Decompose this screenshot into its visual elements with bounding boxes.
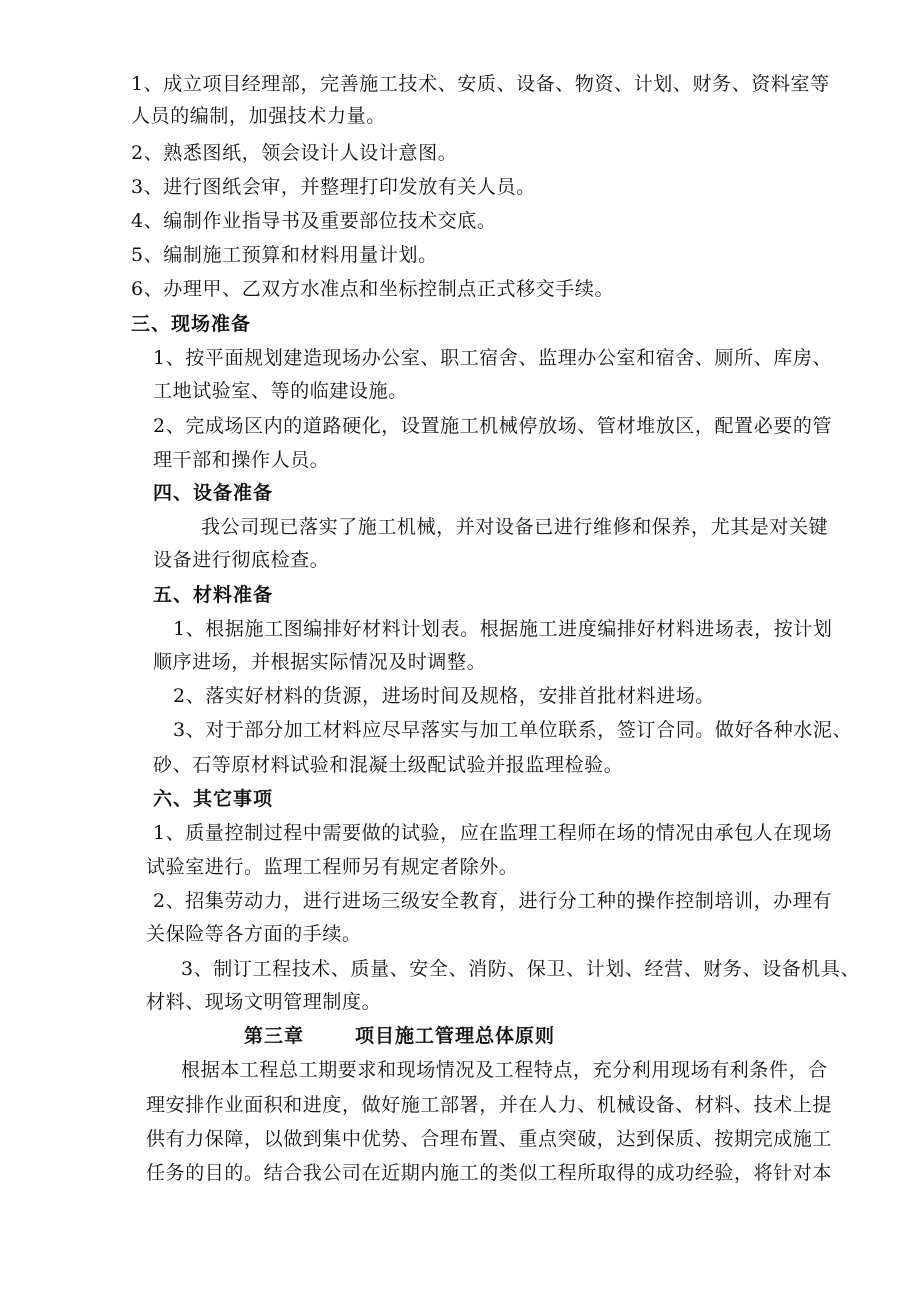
prep-item-4: 4、编制作业指导书及重要部位技术交底。	[131, 210, 497, 232]
section-3-item-1-line-1: 1、按平面规划建造现场办公室、职工宿舍、监理办公室和宿舍、厕所、库房、	[153, 347, 833, 369]
prep-item-1-line-2: 人员的编制，加强技术力量。	[131, 105, 386, 127]
section-3-item-2-line-2: 理干部和操作人员。	[153, 449, 330, 471]
section-3-heading: 三、现场准备	[131, 313, 252, 335]
section-5-item-1-line-2: 顺序进场，并根据实际情况及时调整。	[153, 651, 487, 673]
chapter-paragraph-line-2: 理安排作业面积和进度，做好施工部署，并在人力、机械设备、材料、技术上提	[146, 1094, 833, 1116]
prep-item-2: 2、熟悉图纸，领会设计人设计意图。	[131, 142, 458, 164]
chapter-paragraph-line-1: 根据本工程总工期要求和现场情况及工程特点，充分利用现场有利条件，合	[181, 1059, 828, 1081]
section-4-heading: 四、设备准备	[153, 482, 274, 504]
section-6-item-3-line-2: 材料、现场文明管理制度。	[146, 991, 382, 1013]
section-3-item-1-line-2: 工地试验室、等的临建设施。	[153, 380, 408, 402]
section-3-item-2-line-1: 2、完成场区内的道路硬化，设置施工机械停放场、管材堆放区，配置必要的管	[153, 415, 833, 437]
section-5-item-1-line-1: 1、根据施工图编排好材料计划表。根据施工进度编排好材料进场表，按计划	[173, 618, 833, 640]
section-6-item-1-line-1: 1、质量控制过程中需要做的试验，应在监理工程师在场的情况由承包人在现场	[153, 822, 833, 844]
chapter-paragraph-line-3: 供有力保障，以做到集中优势、合理布置、重点突破，达到保质、按期完成施工	[146, 1128, 833, 1150]
prep-item-6: 6、办理甲、乙双方水准点和坐标控制点正式移交手续。	[131, 278, 615, 300]
section-4-line-1: 我公司现已落实了施工机械，并对设备已进行维修和保养，尤其是对关键	[201, 516, 829, 538]
chapter-title: 项目施工管理总体原则	[355, 1025, 556, 1047]
prep-item-3: 3、进行图纸会审，并整理打印发放有关人员。	[131, 176, 536, 198]
section-5-item-2: 2、落实好材料的货源，进场时间及规格，安排首批材料进场。	[173, 685, 715, 707]
chapter-number: 第三章	[244, 1025, 305, 1047]
section-6-item-2-line-1: 2、招集劳动力，进行进场三级安全教育，进行分工种的操作控制培训，办理有	[153, 890, 833, 912]
section-5-heading: 五、材料准备	[153, 584, 274, 606]
section-4-line-2: 设备进行彻底检查。	[153, 549, 330, 571]
chapter-paragraph-line-4: 任务的目的。结合我公司在近期内施工的类似工程所取得的成功经验，将针对本	[146, 1162, 833, 1184]
prep-item-1-line-1: 1、成立项目经理部，完善施工技术、安质、设备、物资、计划、财务、资料室等	[131, 73, 830, 95]
section-5-item-3-line-2: 砂、石等原材料试验和混凝土级配试验并报监理检验。	[153, 754, 624, 776]
section-6-heading: 六、其它事项	[153, 788, 274, 810]
section-6-item-1-line-2: 试验室进行。监理工程师另有规定者除外。	[146, 856, 519, 878]
section-5-item-3-line-1: 3、对于部分加工材料应尽早落实与加工单位联系，签订合同。做好各种水泥、	[173, 719, 853, 741]
section-6-item-2-line-2: 关保险等各方面的手续。	[146, 923, 362, 945]
section-6-item-3-line-1: 3、制订工程技术、质量、安全、消防、保卫、计划、经营、财务、设备机具、	[181, 958, 861, 980]
prep-item-5: 5、编制施工预算和材料用量计划。	[131, 244, 438, 266]
